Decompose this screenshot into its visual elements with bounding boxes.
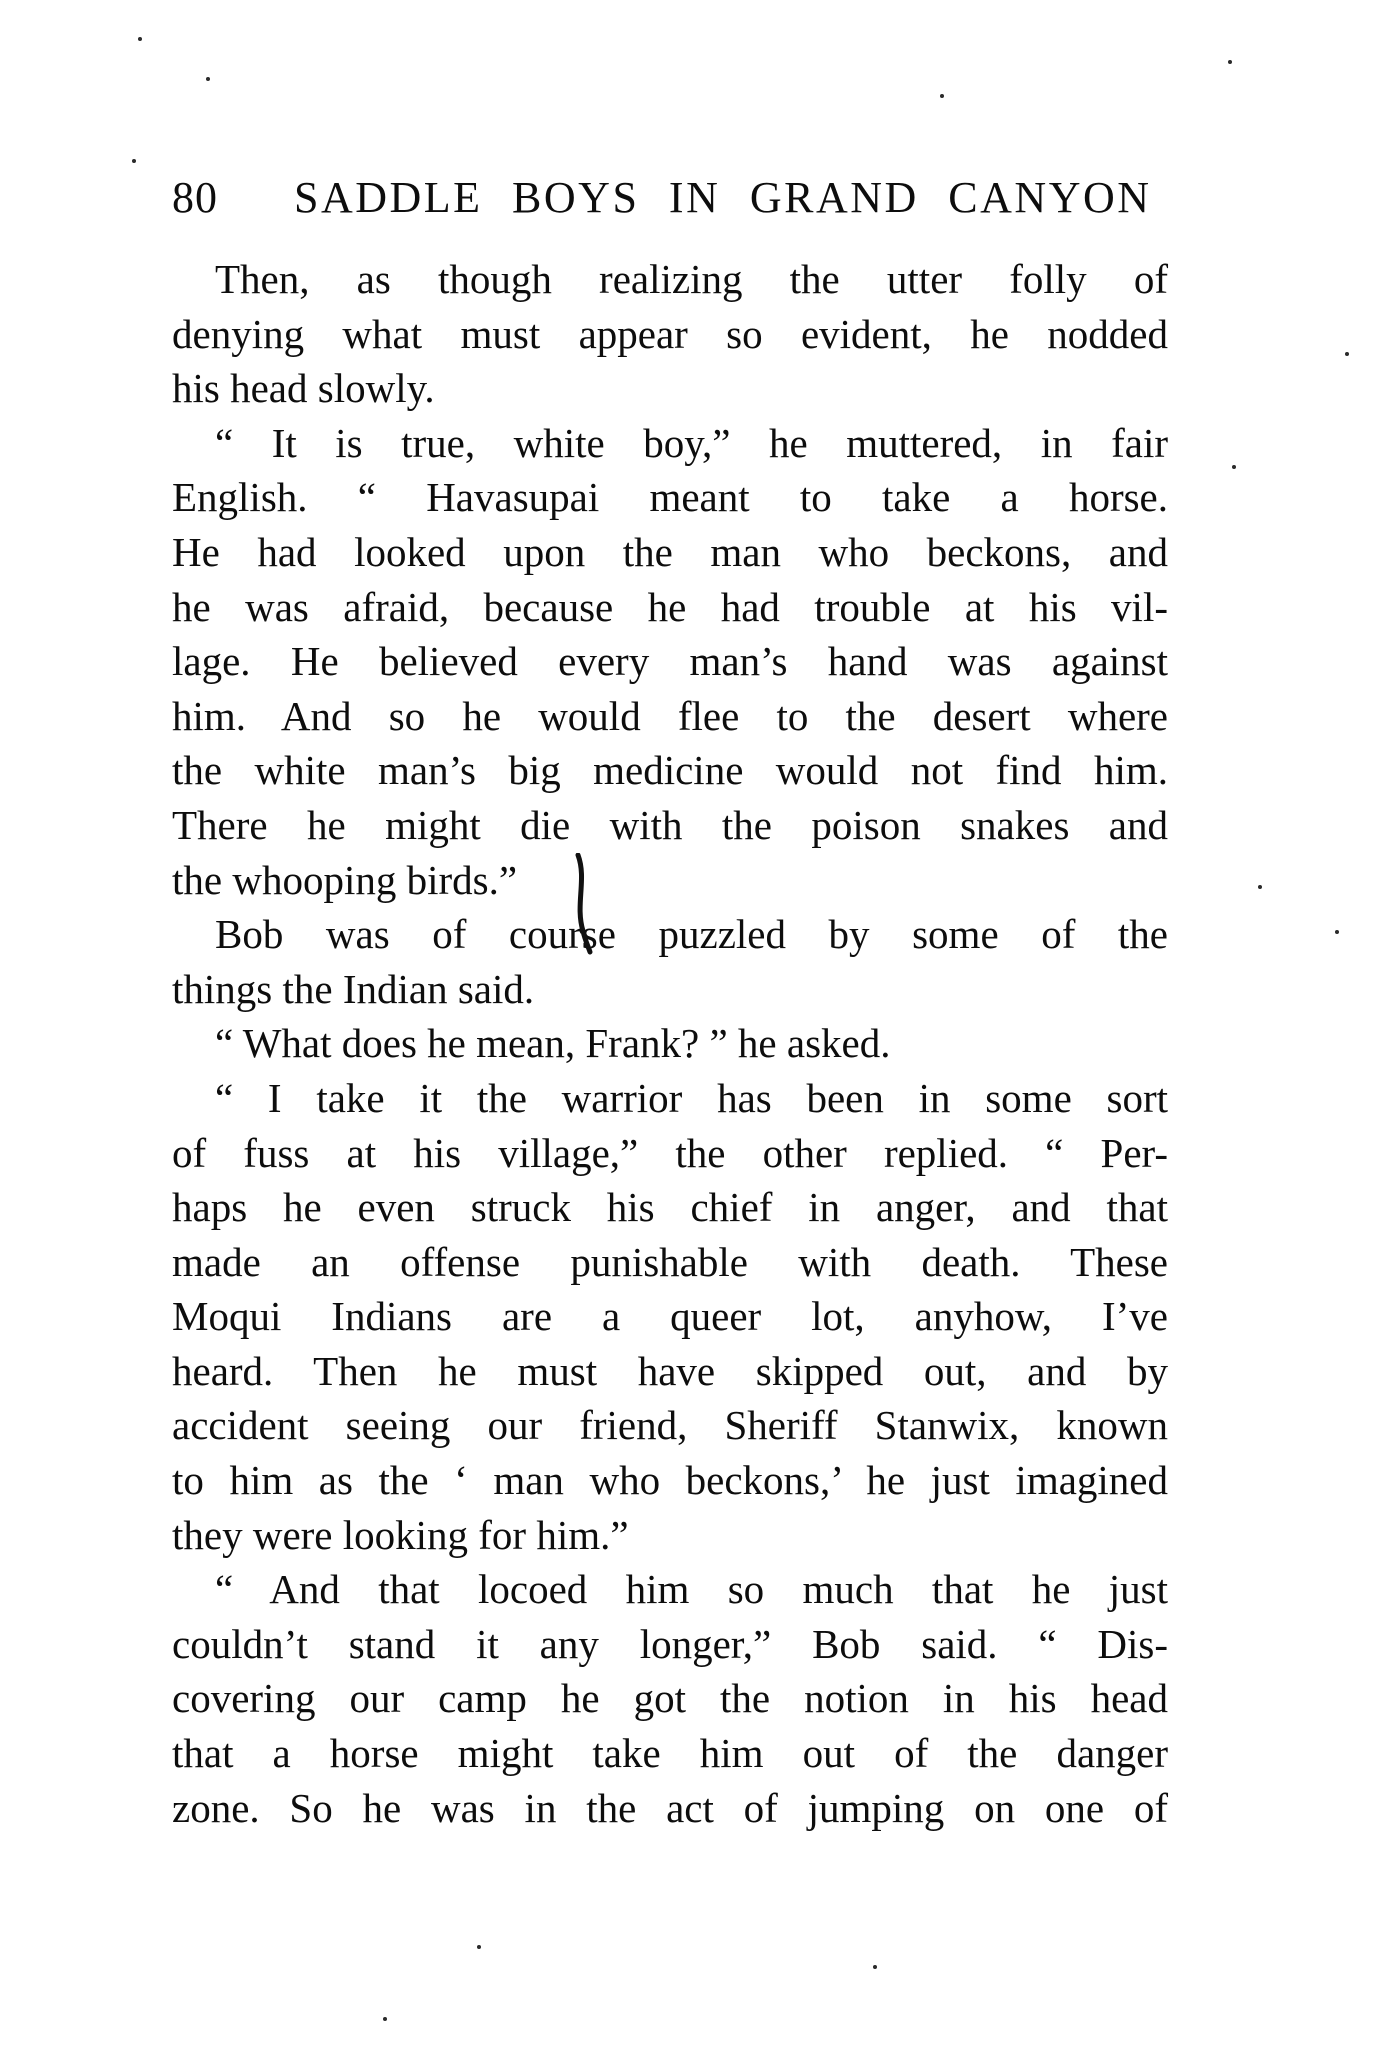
scan-speck — [206, 77, 210, 81]
scan-speck — [1345, 352, 1349, 356]
scan-speck — [477, 1945, 481, 1949]
text-line: that a horse might take him out of the danger — [172, 1730, 1168, 1777]
text-line: the white man’s big medicine would not find him. — [172, 747, 1168, 794]
text-line: his head slowly. — [172, 365, 435, 412]
text-line: covering our camp he got the notion in his head — [172, 1675, 1168, 1722]
scan-speck — [1232, 465, 1236, 469]
text-line: the whooping birds.” — [172, 856, 518, 903]
text-line: accident seeing our friend, Sheriff Stanwix, known — [172, 1402, 1168, 1449]
text-line: Then, as though realizing the utter folly of — [215, 256, 1168, 302]
text-line: heard. Then he must have skipped out, and by — [172, 1347, 1168, 1394]
text-line: made an offense punishable with death. These — [172, 1238, 1168, 1285]
running-title: SADDLE BOYS IN GRAND CANYON — [294, 173, 1152, 222]
text-line: him. And so he would flee to the desert where — [172, 692, 1168, 739]
text-line: “ I take it the warrior has been in some sort — [215, 1074, 1168, 1121]
text-line: couldn’t stand it any longer,” Bob said. “ Dis- — [172, 1620, 1168, 1667]
scan-speck — [383, 2017, 387, 2021]
scan-speck — [132, 159, 136, 163]
scan-speck — [1335, 930, 1339, 934]
text-line: There he might die with the poison snakes and — [172, 801, 1168, 848]
scan-speck — [1228, 60, 1232, 64]
text-line: Moqui Indians are a queer lot, anyhow, I’ve — [172, 1293, 1168, 1340]
page-number: 80 — [172, 173, 218, 222]
text-line: he was afraid, because he had trouble at his vil- — [172, 583, 1168, 630]
scan-speck — [873, 1965, 877, 1969]
running-header — [172, 173, 1168, 222]
text-line: things the Indian said. — [172, 965, 535, 1012]
text-line: haps he even struck his chief in anger, and that — [172, 1184, 1168, 1231]
text-line: to him as the ‘ man who beckons,’ he just imagined — [172, 1457, 1168, 1504]
text-line: “ It is true, white boy,” he muttered, in fair — [215, 419, 1168, 466]
text-line: they were looking for him.” — [172, 1511, 629, 1558]
scan-speck — [940, 94, 944, 98]
text-line: Bob was of course puzzled by some of the — [215, 911, 1168, 958]
scan-speck — [1258, 885, 1262, 889]
text-line: English. “ Havasupai meant to take a horse. — [172, 474, 1168, 521]
text-line: lage. He believed every man’s hand was against — [172, 638, 1168, 685]
scan-speck — [138, 37, 142, 41]
text-line: He had looked upon the man who beckons, and — [172, 528, 1168, 575]
text-line: “ And that locoed him so much that he just — [215, 1566, 1168, 1613]
body-text — [172, 252, 1168, 1835]
text-line: zone. So he was in the act of jumping on one of — [172, 1784, 1168, 1831]
text-line: “ What does he mean, Frank? ” he asked. — [215, 1020, 891, 1067]
text-line: denying what must appear so evident, he nodded — [172, 310, 1168, 357]
text-line: of fuss at his village,” the other replied. “ Per- — [172, 1129, 1168, 1176]
